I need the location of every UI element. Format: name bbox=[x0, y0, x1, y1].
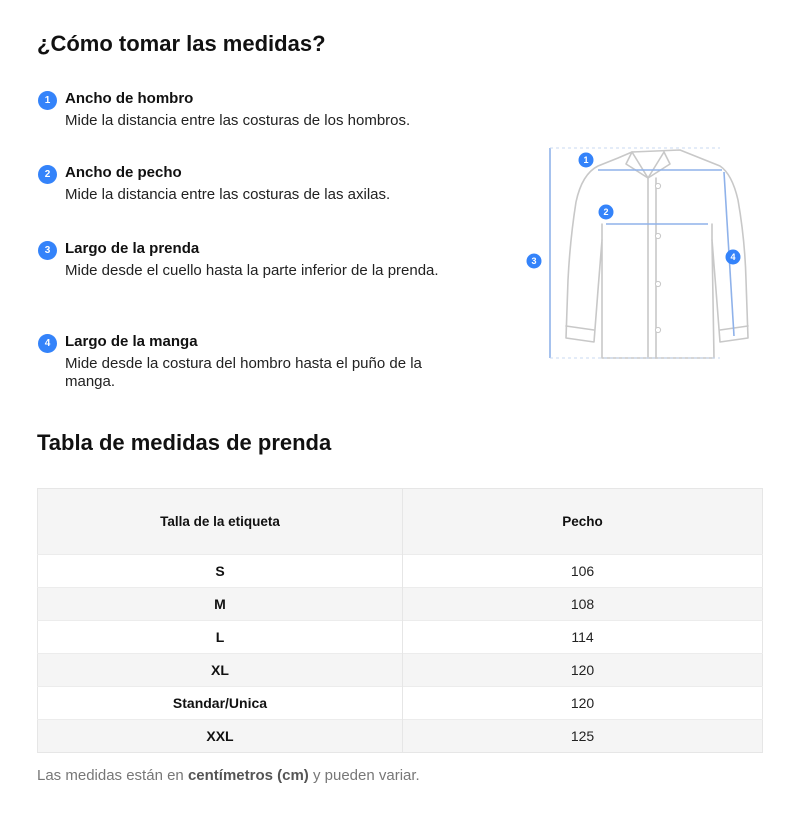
table-row bbox=[38, 555, 763, 588]
chest-cell: 120 bbox=[403, 687, 763, 720]
size-cell: XL bbox=[38, 654, 403, 687]
units-note-unit: centímetros (cm) bbox=[187, 767, 309, 784]
chest-cell: 120 bbox=[403, 654, 763, 687]
table-row bbox=[38, 588, 763, 621]
step-title: Largo de la manga bbox=[65, 333, 198, 350]
table-row bbox=[38, 654, 763, 687]
units-note-suffix: y pueden variar. bbox=[308, 767, 420, 784]
table-row bbox=[38, 687, 763, 720]
shirt-diagram-icon bbox=[520, 140, 760, 370]
how-to-measure-title: ¿Cómo tomar las medidas? bbox=[37, 31, 326, 56]
marker-label: 2 bbox=[603, 207, 609, 217]
size-table bbox=[37, 488, 763, 753]
step-number-badge: 2 bbox=[38, 165, 57, 184]
size-cell: L bbox=[38, 621, 403, 654]
size-cell: Standar/Unica bbox=[38, 687, 403, 720]
step-number-badge: 1 bbox=[38, 91, 57, 110]
size-cell: XXL bbox=[38, 720, 403, 753]
chest-cell: 108 bbox=[403, 588, 763, 621]
chest-cell: 125 bbox=[403, 720, 763, 753]
units-note-prefix: Las medidas están en bbox=[37, 767, 188, 784]
size-cell: M bbox=[38, 588, 403, 621]
step-description: Mide desde el cuello hasta la parte inferior de la prenda. bbox=[65, 262, 439, 279]
step-description: Mide la distancia entre las costuras de los hombros. bbox=[65, 112, 411, 129]
size-table-title: Tabla de medidas de prenda bbox=[37, 430, 332, 455]
step-number-badge: 4 bbox=[38, 334, 57, 353]
table-header-row bbox=[38, 489, 763, 555]
table-row bbox=[38, 720, 763, 753]
units-note bbox=[37, 767, 420, 784]
marker-label: 4 bbox=[730, 252, 736, 262]
step-title: Ancho de hombro bbox=[65, 90, 194, 107]
chest-cell: 114 bbox=[403, 621, 763, 654]
table-row bbox=[38, 621, 763, 654]
chest-cell: 106 bbox=[403, 555, 763, 588]
step-description: Mide desde la costura del hombro hasta el puño de la manga. bbox=[65, 355, 422, 390]
marker-label: 1 bbox=[583, 155, 589, 165]
marker-label: 3 bbox=[531, 256, 537, 266]
size-cell: S bbox=[38, 555, 403, 588]
column-header-chest: Pecho bbox=[403, 489, 763, 555]
step-title: Largo de la prenda bbox=[65, 240, 200, 257]
column-header-size: Talla de la etiqueta bbox=[38, 489, 403, 555]
step-title: Ancho de pecho bbox=[65, 164, 182, 181]
step-description: Mide la distancia entre las costuras de las axilas. bbox=[65, 186, 391, 203]
step-number-badge: 3 bbox=[38, 241, 57, 260]
